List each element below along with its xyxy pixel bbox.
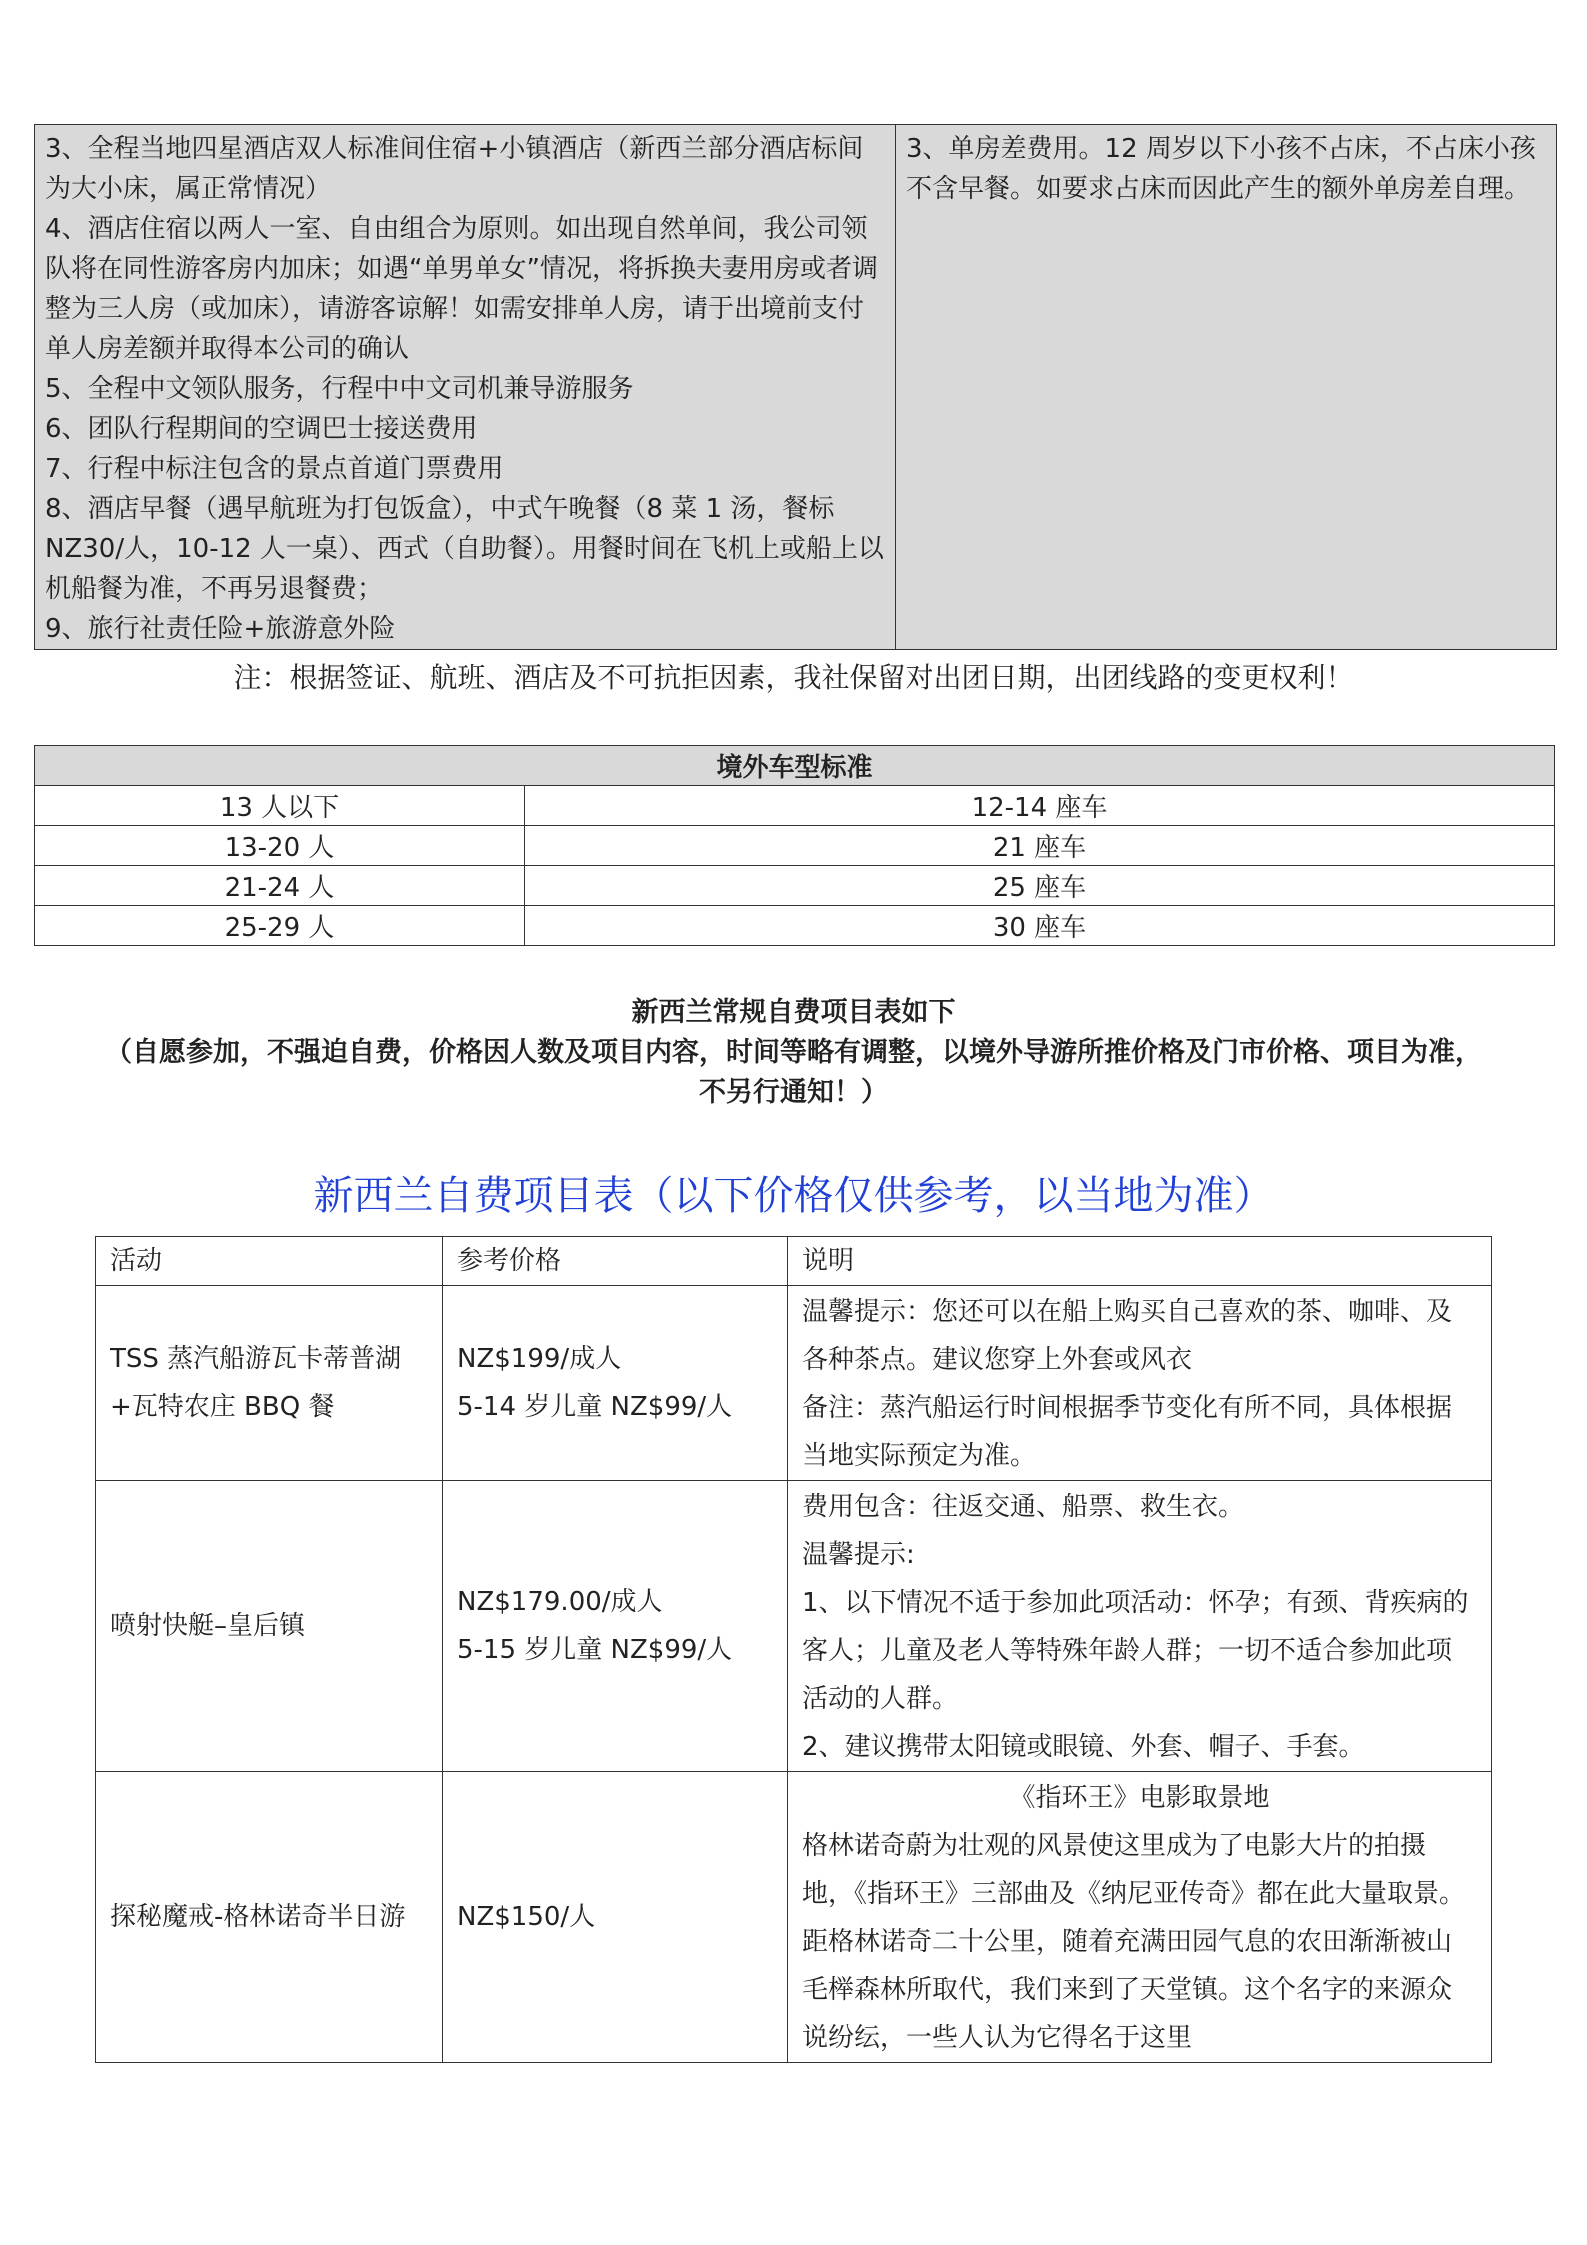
excluded-items-cell: [896, 125, 1557, 650]
table-row: [35, 786, 1555, 826]
description-title: 《指环王》电影取景地: [1009, 1783, 1270, 1813]
price-cell: [443, 1481, 788, 1772]
vehicle-type-cell: 21 座车: [525, 826, 1555, 866]
group-size-cell: 21-24 人: [35, 866, 525, 906]
description-line: 2、建议携带太阳镜或眼镜、外套、帽子、手套。: [802, 1732, 1365, 1762]
vehicle-type-cell: 12-14 座车: [525, 786, 1555, 826]
activity-cell: 喷射快艇–皇后镇: [96, 1481, 443, 1772]
table-row: [96, 1481, 1492, 1772]
price-cell: [443, 1772, 788, 2063]
description-cell: [788, 1286, 1492, 1481]
optional-section-disclaimer-end: 不另行通知！）: [699, 1077, 888, 1108]
activity-cell: TSS 蒸汽船游瓦卡蒂普湖+瓦特农庄 BBQ 餐: [96, 1286, 443, 1481]
optional-section-disclaimer: （自愿参加，不强迫自费，价格因人数及项目内容，时间等略有调整，以境外导游所推价格及门市价格、项目为准，: [105, 1037, 1482, 1068]
price-line: 5-15 岁儿童 NZ$99/人: [457, 1635, 733, 1665]
included-item: 9、旅行社责任险+旅游意外险: [45, 614, 396, 644]
optional-table-title: 新西兰自费项目表（以下价格仅供参考，以当地为准）: [313, 1173, 1274, 1219]
activity-header: 活动: [96, 1237, 443, 1286]
included-item: 5、全程中文领队服务，行程中中文司机兼导游服务: [45, 374, 634, 404]
description-header: 说明: [788, 1237, 1492, 1286]
table-row: [35, 866, 1555, 906]
description-line: 温馨提示:: [802, 1540, 915, 1570]
description-cell: [788, 1481, 1492, 1772]
price-line: 5-14 岁儿童 NZ$99/人: [457, 1392, 733, 1422]
vehicle-standard-table: [34, 745, 1555, 946]
table-header-row: [96, 1237, 1492, 1286]
group-size-cell: 13-20 人: [35, 826, 525, 866]
vehicle-table-title: 境外车型标准: [35, 746, 1555, 786]
vehicle-type-cell: 25 座车: [525, 866, 1555, 906]
table-row: [35, 906, 1555, 946]
description-line: 备注：蒸汽船运行时间根据季节变化有所不同，具体根据当地实际预定为准。: [802, 1393, 1453, 1471]
excluded-item: 3、单房差费用。12 周岁以下小孩不占床，不占床小孩不含早餐。如要求占床而因此产生的额外单房差自理。: [906, 134, 1536, 204]
included-item: 4、酒店住宿以两人一室、自由组合为原则。如出现自然单间，我公司领队将在同性游客房内加床；如遇“单男单女”情况，将拆换夫妻用房或者调整为三人房（或加床），请游客谅解！如需安排单人房，请于出境前支付单人房差额并取得本公司的确认: [45, 214, 878, 364]
description-line: 格林诺奇蔚为壮观的风景使这里成为了电影大片的拍摄地，《指环王》三部曲及《纳尼亚传奇》都在此大量取景。距格林诺奇二十公里，随着充满田园气息的农田渐渐被山毛榉森林所取代，我们来到了天堂镇。这个名字的来源众说纷纭，一些人认为它得名于这里: [802, 1831, 1466, 2053]
group-size-cell: 25-29 人: [35, 906, 525, 946]
activity-cell: 探秘魔戒-格林诺奇半日游: [96, 1772, 443, 2063]
group-size-cell: 13 人以下: [35, 786, 525, 826]
included-items-cell: [35, 125, 896, 650]
inclusions-table: [34, 124, 1557, 650]
price-cell: [443, 1286, 788, 1481]
price-line: NZ$199/成人: [457, 1344, 622, 1374]
price-line: NZ$150/人: [457, 1902, 596, 1932]
price-header: 参考价格: [443, 1237, 788, 1286]
included-item: 8、酒店早餐（遇早航班为打包饭盒），中式午晚餐（8 菜 1 汤，餐标NZ30/人，10-12 人一桌）、西式（自助餐）。用餐时间在飞机上或船上以机船餐为准，不再另退餐费；: [45, 494, 884, 604]
change-rights-note: 注：根据签证、航班、酒店及不可抗拒因素，我社保留对出团日期，出团线路的变更权利！: [233, 661, 1354, 694]
optional-section-heading: 新西兰常规自费项目表如下: [631, 997, 956, 1028]
included-item: 6、团队行程期间的空调巴士接送费用: [45, 414, 478, 444]
optional-activities-table: [95, 1236, 1492, 2063]
table-row: [35, 826, 1555, 866]
description-line: 温馨提示：您还可以在船上购买自己喜欢的茶、咖啡、及各种茶点。建议您穿上外套或风衣: [802, 1297, 1453, 1375]
vehicle-type-cell: 30 座车: [525, 906, 1555, 946]
table-row: [96, 1286, 1492, 1481]
description-line: 1、以下情况不适于参加此项活动：怀孕；有颈、背疾病的客人；儿童及老人等特殊年龄人群；一切不适合参加此项活动的人群。: [802, 1588, 1469, 1714]
included-item: 3、全程当地四星酒店双人标准间住宿+小镇酒店（新西兰部分酒店标间为大小床，属正常情况）: [45, 134, 864, 204]
table-row: [96, 1772, 1492, 2063]
price-line: NZ$179.00/成人: [457, 1587, 663, 1617]
description-cell: [788, 1772, 1492, 2063]
included-item: 7、行程中标注包含的景点首道门票费用: [45, 454, 504, 484]
description-line: 费用包含：往返交通、船票、救生衣。: [802, 1492, 1245, 1522]
